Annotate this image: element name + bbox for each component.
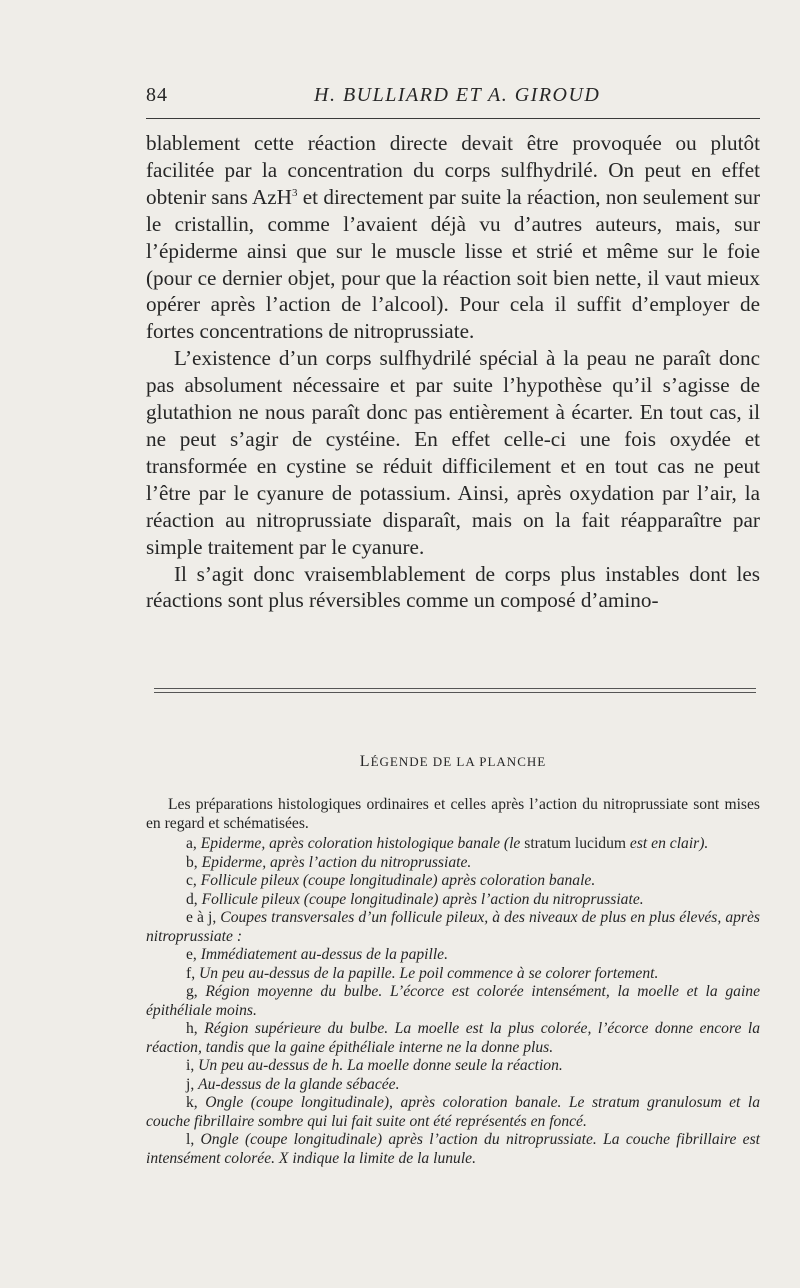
legend-entry: g, Région moyenne du bulbe. L’écorce est colorée intensément, la moelle et la gaine épithéliale moins. xyxy=(146,983,760,1019)
legend xyxy=(146,796,760,1168)
legend-title: LÉGENDE DE LA PLANCHE xyxy=(359,753,547,770)
legend-rule-top xyxy=(154,688,756,689)
legend-entry: c, Follicule pileux (coupe longitudinale) après coloration banale. xyxy=(186,872,596,889)
running-header xyxy=(146,84,760,108)
body-text xyxy=(146,130,760,614)
legend-entry: e à j, Coupes transversales d’un follicule pileux, à des niveaux de plus en plus élevés, après nitroprussiate : xyxy=(146,909,760,945)
legend-rule-bottom xyxy=(154,692,756,693)
legend-entry: f, Un peu au-dessus de la papille. Le poil commence à se colorer fortement. xyxy=(186,964,659,982)
legend-entry: d, Follicule pileux (coupe longitudinale) après l’action du nitroprussiate. xyxy=(186,890,644,908)
paragraph-2: L’existence d’un corps sulfhydrilé spécial à la peau ne paraît donc pas absolument nécessaire et par suite l’hypothèse qu’il s’agisse de glutathion ne nous paraît donc pas entièrement à écarter. En tout cas, il ne peut s’agir de cystéine. En effet celle-ci une fois oxydée et transformée en cystine se réduit difficilement et en tout cas ne peut l’être par le cyanure de potassium. Ainsi, après oxydation par l’air, la réaction au nitroprussiate disparaît, mais on la fait réapparaître par simple traitement par le cyanure. xyxy=(146,346,760,559)
legend-entry: k, Ongle (coupe longitudinale), après coloration banale. Le stratum granulosum et la couche fibrillaire sombre qui lui fait suite ont été représentés en foncé. xyxy=(146,1094,760,1130)
paragraph-3: Il s’agit donc vraisemblablement de corps plus instables dont les réactions sont plus réversibles comme un composé d’amino- xyxy=(146,561,760,613)
legend-entry: h, Région supérieure du bulbe. La moelle est la plus colorée, l’écorce donne encore la réaction, tandis que la gaine épithéliale interne ne la donne plus. xyxy=(146,1020,761,1056)
legend-entry: a, Epiderme, après coloration histologique banale (le stratum lucidum est en clair). xyxy=(186,835,709,852)
running-title: H. BULLIARD ET A. GIROUD xyxy=(314,84,601,106)
legend-entry: e, Immédiatement au-dessus de la papille. xyxy=(186,946,449,963)
superscript: 3 xyxy=(291,186,298,199)
legend-entry: l, Ongle (coupe longitudinale) après l’action du nitroprussiate. La couche fibrillaire est intensément colorée. X indique la limite de la lunule. xyxy=(146,1131,760,1167)
legend-intro: Les préparations histologiques ordinaires et celles après l’action du nitroprussiate sont mises en regard et schématisées. xyxy=(146,796,760,832)
paragraph-1: blablement cette réaction directe devait être provoquée ou plutôt facilitée par la concentration du corps sulfhydrilé. On peut en effet obtenir sans AzH$^3$ et directement par suite la réaction, non seulement sur le cristallin, comme l’avaient déjà vu d’autres auteurs, mais, sur l’épiderme ainsi que sur le muscle lisse et strié et même sur le foie (pour ce dernier objet, pour que la réaction soit bien nette, il vaut mieux opérer après l’action de l’alcool). Pour cela il suffit d’employer de fortes concentrations de nitroprussiate. xyxy=(146,131,761,344)
header-rule xyxy=(146,118,760,119)
legend-entry: j, Au-dessus de la glande sébacée. xyxy=(186,1075,400,1093)
legend-entry: i, Un peu au-dessus de h. La moelle donne seule la réaction. xyxy=(186,1057,563,1074)
page-number: 84 xyxy=(146,84,168,106)
legend-entry: b, Epiderme, après l’action du nitroprussiate. xyxy=(186,853,472,871)
